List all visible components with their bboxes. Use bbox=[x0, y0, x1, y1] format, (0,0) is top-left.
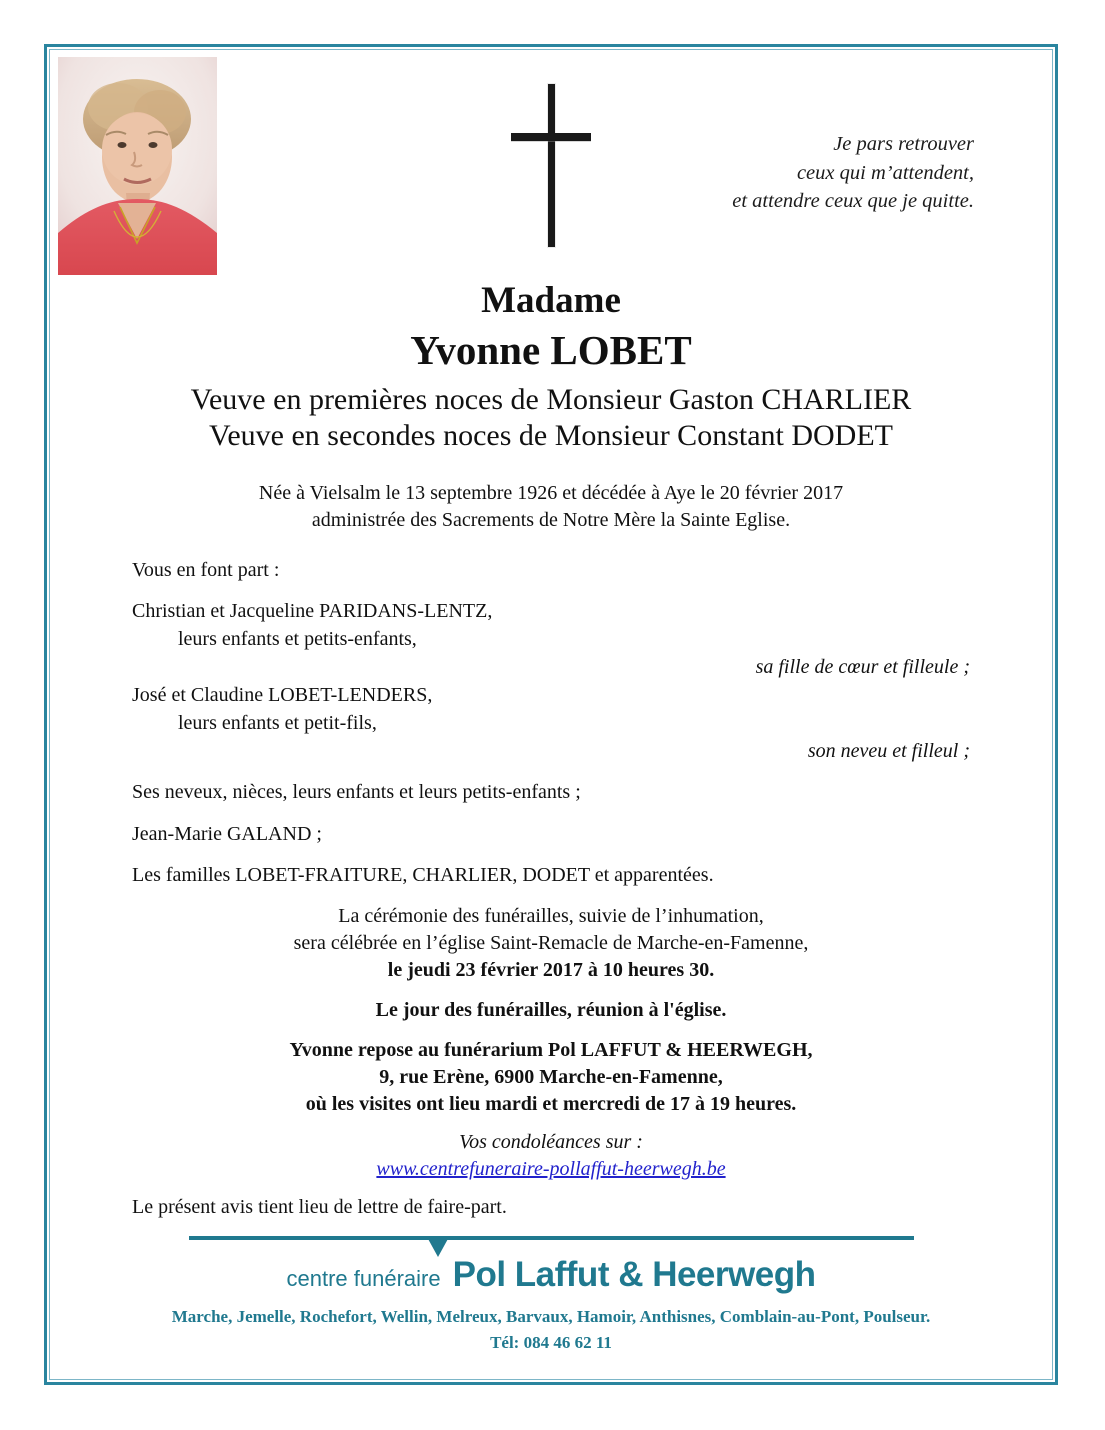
repose-block bbox=[132, 1037, 970, 1118]
logo-prefix: centre funéraire bbox=[286, 1266, 441, 1292]
birth-death-line: Née à Vielsalm le 13 septembre 1926 et décédée à Aye le 20 février 2017 bbox=[258, 482, 844, 505]
widow-line-2: Veuve en secondes noces de Monsieur Constant DODET bbox=[208, 419, 893, 453]
decorative-border-inner bbox=[49, 49, 1053, 1380]
family-group-1-descendants: leurs enfants et petits-enfants, bbox=[178, 628, 417, 651]
faire-part-notice: Le présent avis tient lieu de lettre de faire-part. bbox=[132, 1196, 507, 1219]
condolences-link[interactable]: www.centrefuneraire-pollaffut-heerwegh.be bbox=[376, 1158, 726, 1181]
family-group-1 bbox=[132, 597, 970, 653]
meeting-line: Le jour des funérailles, réunion à l'église. bbox=[375, 999, 727, 1022]
family-group-2 bbox=[132, 681, 970, 737]
epitaph-line: et attendre ceux que je quitte. bbox=[732, 190, 974, 213]
ceremony-line-2: sera célébrée en l’église Saint-Remacle de Marche-en-Famenne, bbox=[293, 932, 809, 955]
epitaph-line: ceux qui m’attendent, bbox=[796, 161, 974, 184]
family-group-1-names: Christian et Jacqueline PARIDANS-LENTZ, bbox=[132, 600, 493, 623]
family-group-1-relation: sa fille de cœur et filleule ; bbox=[755, 656, 970, 679]
ceremony-line-1: La cérémonie des funérailles, suivie de l’inhumation, bbox=[338, 905, 764, 928]
epitaph-line: Je pars retrouver bbox=[833, 133, 974, 155]
condolences-block bbox=[132, 1129, 970, 1183]
logo-name: Pol Laffut & Heerwegh bbox=[452, 1255, 816, 1295]
widow-line-1: Veuve en premières noces de Monsieur Gaston CHARLIER bbox=[190, 383, 912, 417]
birth-death-block bbox=[132, 480, 970, 534]
nephews-line: Ses neveux, nièces, leurs enfants et leurs petits-enfants ; bbox=[132, 781, 581, 804]
repose-line-3: où les visites ont lieu mardi et mercredi de 17 à 19 heures. bbox=[305, 1093, 797, 1116]
funeral-home-logo bbox=[132, 1250, 970, 1299]
family-group-2-descendants: leurs enfants et petit-fils, bbox=[178, 712, 377, 735]
family-group-2-relation: son neveu et filleul ; bbox=[807, 740, 970, 763]
funeral-home-towns: Marche, Jemelle, Rochefort, Wellin, Melreux, Barvaux, Hamoir, Anthisnes, Comblain-au-Pont, Poulseur. bbox=[171, 1307, 931, 1327]
deceased-name: Yvonne LOBET bbox=[410, 327, 692, 374]
family-group-2-names: José et Claudine LOBET-LENDERS, bbox=[132, 684, 433, 707]
logo-triangle-icon bbox=[427, 1237, 449, 1257]
condolences-label: Vos condoléances sur : bbox=[459, 1131, 643, 1154]
decorative-border bbox=[44, 44, 1058, 1385]
ceremony-date-line: le jeudi 23 février 2017 à 10 heures 30. bbox=[387, 959, 715, 982]
footer-divider bbox=[189, 1236, 914, 1240]
repose-line-1: Yvonne repose au funérarium Pol LAFFUT & HEERWEGH, bbox=[289, 1039, 813, 1062]
announcement-body bbox=[50, 50, 1052, 1355]
ceremony-block bbox=[132, 903, 970, 984]
jean-marie-line: Jean-Marie GALAND ; bbox=[132, 823, 322, 846]
families-line: Les familles LOBET-FRAITURE, CHARLIER, DODET et apparentées. bbox=[132, 864, 714, 887]
announcers-intro: Vous en font part : bbox=[132, 559, 280, 582]
logo-name-wrap bbox=[453, 1250, 816, 1299]
deceased-title: Madame bbox=[481, 280, 621, 321]
sacraments-line: administrée des Sacrements de Notre Mère la Sainte Eglise. bbox=[311, 509, 791, 532]
repose-line-2: 9, rue Erène, 6900 Marche-en-Famenne, bbox=[379, 1066, 723, 1089]
funeral-home-phone: Tél: 084 46 62 11 bbox=[490, 1333, 612, 1353]
